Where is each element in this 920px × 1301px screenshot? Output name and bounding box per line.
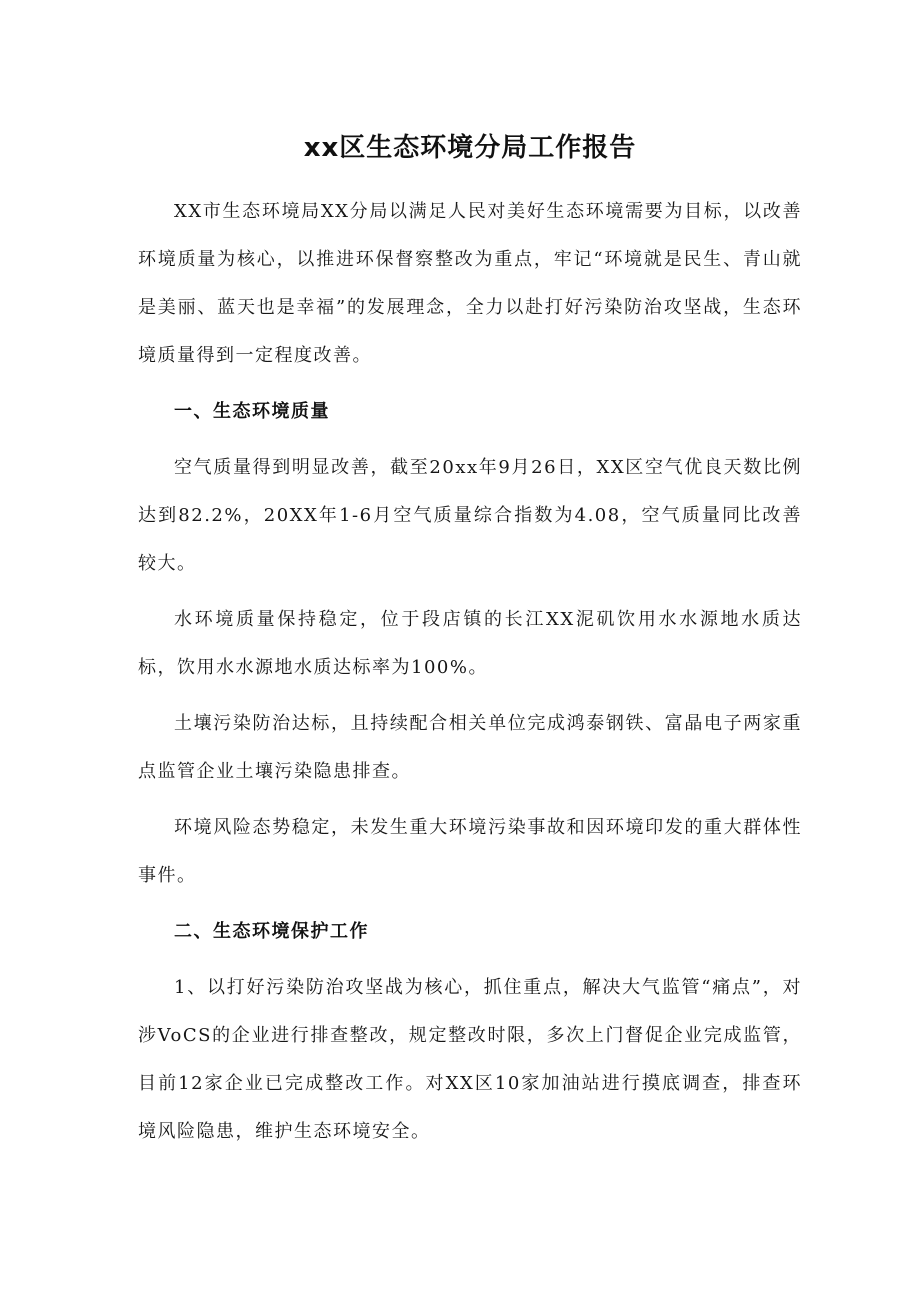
pollution-control-paragraph: 1、以打好污染防治攻坚战为核心，抓住重点，解决大气监管“痛点”，对涉VoCS的企业进行排查整改，规定整改时限，多次上门督促企业完成监管，目前12家企业已完成整改工作。对XX区10家加油站进行摸底调查，排查环境风险隐患，维护生态环境安全。 [138, 977, 802, 1142]
air-quality-paragraph: 空气质量得到明显改善，截至20xx年9月26日，XX区空气优良天数比例达到82.2%，20XX年1-6月空气质量综合指数为4.08，空气质量同比改善较大。 [138, 457, 802, 574]
section-1-heading: 一、生态环境质量 [174, 401, 330, 422]
environmental-risk-paragraph: 环境风险态势稳定，未发生重大环境污染事故和因环境印发的重大群体性事件。 [138, 817, 802, 886]
soil-pollution-paragraph: 土壤污染防治达标，且持续配合相关单位完成鸿泰钢铁、富晶电子两家重点监管企业土壤污染隐患排查。 [138, 713, 802, 782]
document-body [138, 128, 802, 1164]
intro-paragraph: XX市生态环境局XX分局以满足人民对美好生态环境需要为目标，以改善环境质量为核心，以推进环保督察整改为重点，牢记“环境就是民生、青山就是美丽、蓝天也是幸福”的发展理念，全力以赴打好污染防治攻坚战，生态环境质量得到一定程度改善。 [138, 201, 802, 366]
document-title: xx区生态环境分局工作报告 [303, 133, 637, 163]
section-2-heading: 二、生态环境保护工作 [174, 921, 369, 942]
water-quality-paragraph: 水环境质量保持稳定，位于段店镇的长江XX泥矶饮用水水源地水质达标，饮用水水源地水质达标率为100%。 [138, 609, 802, 678]
